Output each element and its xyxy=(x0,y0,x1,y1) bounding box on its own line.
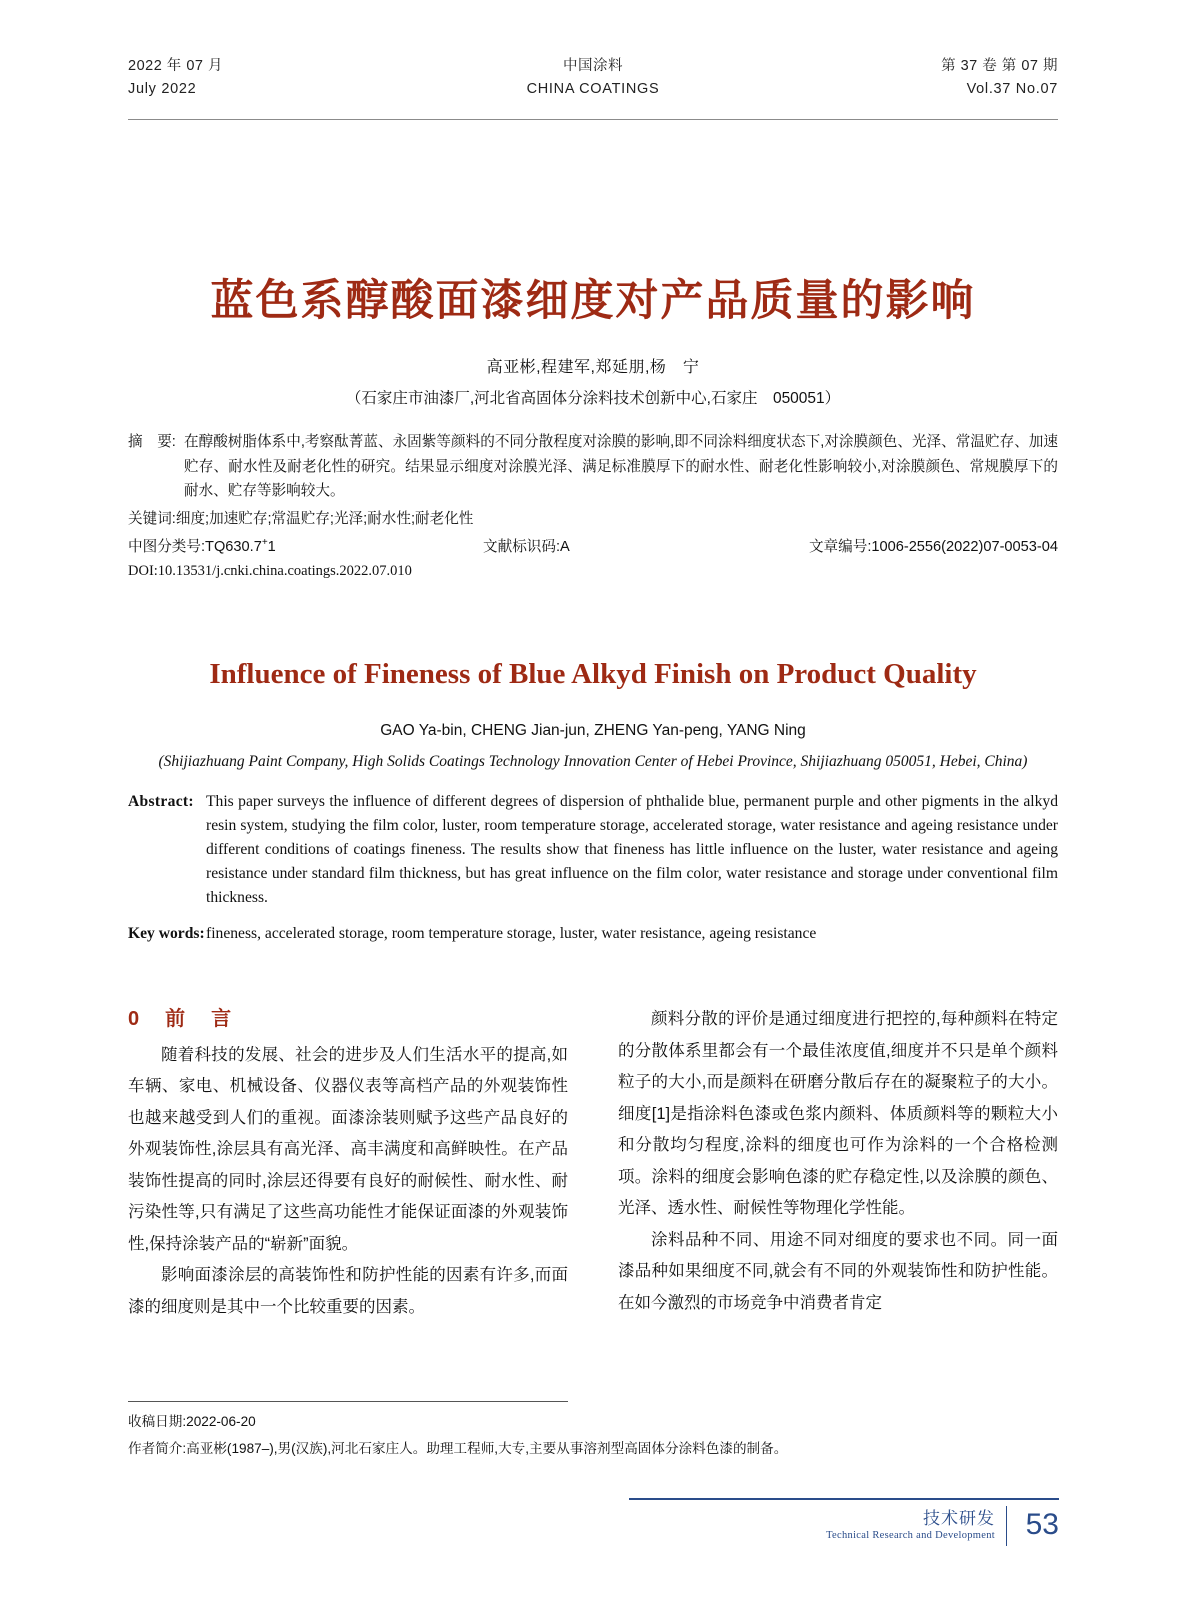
authors-en: GAO Ya-bin, CHENG Jian-jun, ZHENG Yan-peng, YANG Ning xyxy=(380,722,806,739)
footer-section-cn: 技术研发 xyxy=(923,1509,995,1528)
keywords-cn-label: 关键词: xyxy=(128,510,176,527)
page-title-cn: 蓝色系醇酸面漆细度对产品质量的影响 xyxy=(210,277,976,325)
abstract-en-text: This paper surveys the influence of different degrees of dispersion of phthalide blue, permanent purple and other pigments in the alkyd resin system, studying the film color, luster, room temperature storage, accelerated storage, water resistance and ageing resistance under different conditions of coatings fineness. The results show that fineness has little influence on the luster, water resistance and ageing resistance under standard film thickness, but has great influence on the film color, water resistance and storage under conventional film thickness. xyxy=(206,793,1058,906)
section-heading-intro: 0 前 言 xyxy=(128,1008,235,1030)
footnote-divider xyxy=(128,1401,568,1402)
paragraph: 随着科技的发展、社会的进步及人们生活水平的提高,如车辆、家电、机械设备、仪器仪表等高档产品的外观装饰性也越来越受到人们的重视。面漆涂装则赋予这些产品良好的外观装饰性,涂层具有高光泽、高丰满度和高鲜映性。在产品装饰性提高的同时,涂层还得要有良好的耐候性、耐水性、耐污染性等,只有满足了这些高功能性才能保证面漆的外观装饰性,保持涂装产品的“崭新”面貌。 xyxy=(128,1045,568,1253)
clc-superscript: + xyxy=(261,537,268,549)
clc-number xyxy=(128,535,276,556)
authors-cn: 高亚彬,程建军,郑延朋,杨 宁 xyxy=(486,359,700,376)
page-footer xyxy=(629,1490,1059,1560)
volume-issue-en: Vol.37 No.07 xyxy=(966,81,1058,97)
body-columns xyxy=(128,1004,1058,1323)
keywords-cn-text: 细度;加速贮存;常温贮存;光泽;耐水性;耐老化性 xyxy=(175,510,474,527)
affiliation-en: (Shijiazhuang Paint Company, High Solids Coatings Technology Innovation Center of Hebei Province, Shijiazhuang 050051, Hebei, China) xyxy=(158,753,1028,770)
abstract-en-label: Abstract: xyxy=(128,793,194,810)
keywords-en-text: fineness, accelerated storage, room temperature storage, luster, water resistance, ageing resistance xyxy=(206,925,817,942)
document-code: 文献标识码:A xyxy=(483,539,570,555)
keywords-en-label: Key words: xyxy=(128,925,205,942)
body-column-left xyxy=(128,1004,568,1323)
article-id: 文章编号:1006-2556(2022)07-0053-04 xyxy=(808,539,1058,555)
footer-separator xyxy=(1006,1506,1008,1546)
doi: DOI:10.13531/j.cnki.china.coatings.2022.07.010 xyxy=(128,563,412,579)
footnotes xyxy=(128,1408,1058,1462)
paragraph: 影响面漆涂层的高装饰性和防护性能的因素有许多,而面漆的细度则是其中一个比较重要的因素。 xyxy=(128,1266,568,1316)
classification-row xyxy=(128,535,1058,561)
page-number: 53 xyxy=(1025,1508,1059,1541)
paragraph: 颜料分散的评价是通过细度进行把控的,每种颜料在特定的分散体系里都会有一个最佳浓度值,细度并不只是单个颜料粒子的大小,而是颜料在研磨分散后存在的凝聚粒子的大小。细度[1]是指涂料色漆或色浆内颜料、体质颜料等的颗粒大小和分散均匀程度,涂料的细度也可作为涂料的一个合格检测项。涂料的细度会影响色漆的贮存稳定性,以及涂膜的颜色、光泽、透水性、耐候性等物理化学性能。 xyxy=(618,1010,1058,1217)
page-title-en: Influence of Fineness of Blue Alkyd Finish on Product Quality xyxy=(209,658,977,690)
clc-value: TQ630.7 xyxy=(205,539,262,555)
page-content xyxy=(128,0,1058,1323)
volume-issue-cn: 第 37 卷 第 07 期 xyxy=(941,58,1058,74)
running-head-center xyxy=(128,55,1058,101)
running-head-right xyxy=(941,55,1058,101)
header-divider xyxy=(128,119,1058,120)
abstract-cn-label: 摘 要: xyxy=(128,434,176,450)
journal-name-en: CHINA COATINGS xyxy=(526,81,660,97)
footer-divider xyxy=(629,1498,1059,1500)
received-date: 收稿日期:2022-06-20 xyxy=(128,1414,256,1429)
body-column-right xyxy=(618,1004,1058,1319)
paragraph: 涂料品种不同、用途不同对细度的要求也不同。同一面漆品种如果细度不同,就会有不同的外观装饰性和防护性能。在如今激烈的市场竞争中消费者肯定 xyxy=(618,1230,1058,1312)
keywords-cn xyxy=(128,507,1058,532)
abstract-cn xyxy=(128,430,1058,504)
footer-section-en: Technical Research and Development xyxy=(826,1530,995,1541)
running-head-date-en: July 2022 xyxy=(128,81,197,97)
keywords-en xyxy=(128,922,1058,946)
abstract-cn-text: 在醇酸树脂体系中,考察酞菁蓝、永固紫等颜料的不同分散程度对涂膜的影响,即不同涂料细度状态下,对涂膜颜色、光泽、常温贮存、加速贮存、耐水性及耐老化性的研究。结果显示细度对涂膜光泽、满足标准膜厚下的耐水性、耐老化性影响较小,对涂膜颜色、常规膜厚下的耐水、贮存等影响较大。 xyxy=(184,434,1058,499)
abstract-en xyxy=(128,790,1058,910)
affiliation-cn: （石家庄市油漆厂,河北省高固体分涂料技术创新中心,石家庄 050051） xyxy=(345,390,841,407)
journal-name-cn: 中国涂料 xyxy=(563,58,623,74)
running-head xyxy=(128,0,1058,117)
clc-label: 中图分类号: xyxy=(128,539,206,555)
running-head-date-cn: 2022 年 07 月 xyxy=(128,58,223,74)
clc-tail: 1 xyxy=(267,539,276,555)
author-bio: 作者简介:高亚彬(1987–),男(汉族),河北石家庄人。助理工程师,大专,主要从事溶剂型高固体分涂料色漆的制备。 xyxy=(128,1441,788,1456)
